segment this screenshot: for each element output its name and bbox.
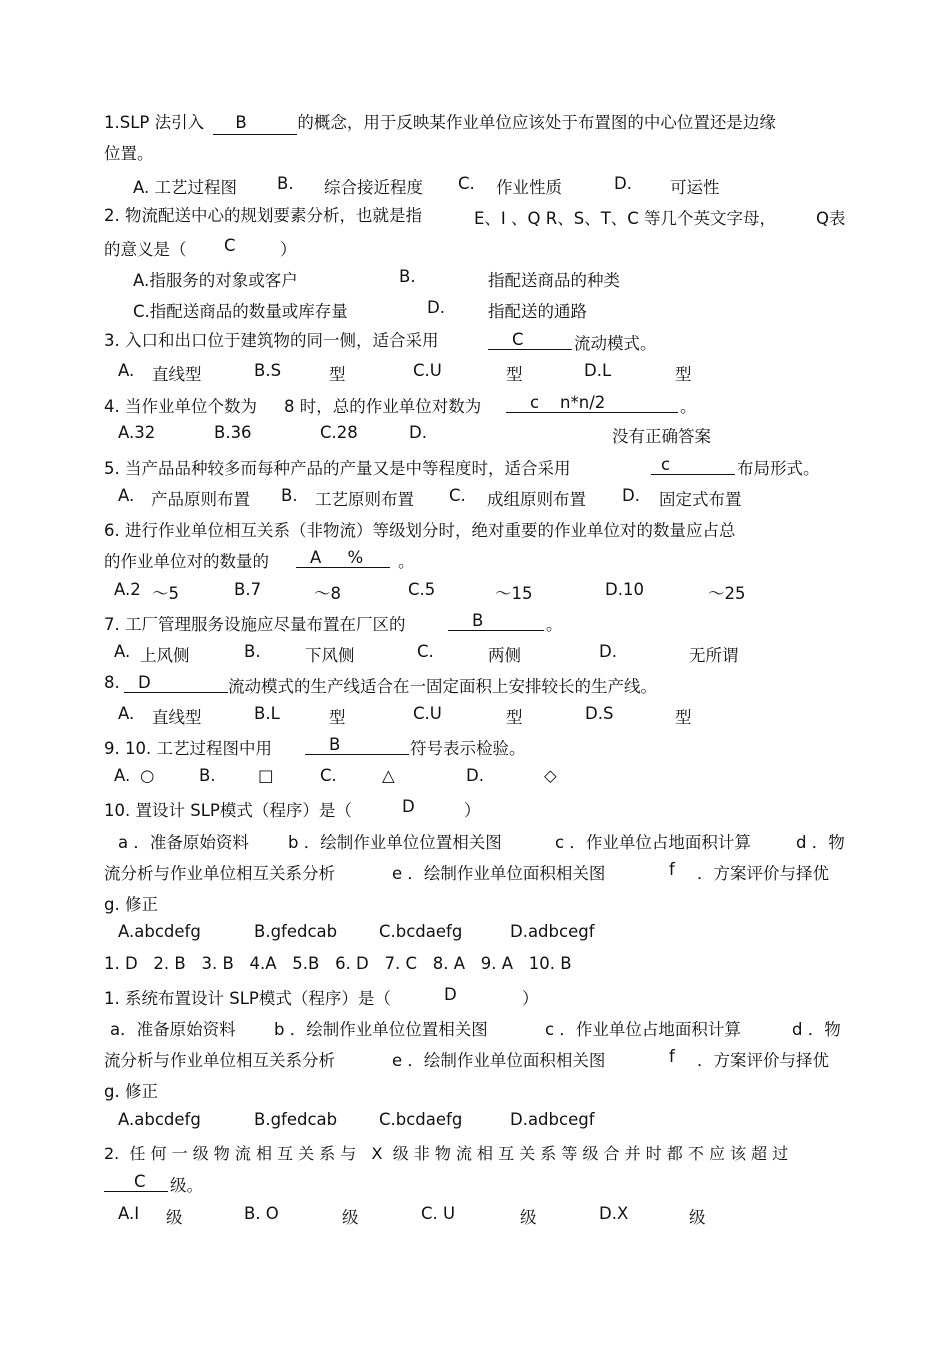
q9-option-d-label: D. bbox=[466, 766, 484, 785]
q5-stem-post: 布局形式。 bbox=[737, 459, 820, 478]
r1-stem-pre: 1. 系统布置设计 SLP模式（程序）是（ bbox=[104, 989, 391, 1008]
r2-answer-blank: C bbox=[104, 1172, 168, 1192]
q6-option-a-label: A.2 bbox=[114, 580, 141, 599]
q2-answer: C bbox=[224, 236, 236, 255]
q6-option-d: ～25 bbox=[708, 584, 746, 603]
q7-option-a: 上风侧 bbox=[140, 646, 190, 665]
q7-option-d-label: D. bbox=[599, 642, 617, 661]
r1-step-d: d ．物 bbox=[792, 1020, 841, 1039]
q4-answer-blank: c n*n/2 bbox=[506, 393, 678, 413]
r2-option-d: 级 bbox=[689, 1208, 706, 1227]
circle-icon: ○ bbox=[140, 766, 155, 785]
question-2 bbox=[104, 205, 422, 227]
q3-option-d-label: D.L bbox=[584, 361, 612, 380]
r2-stem: 2. 任 何 一 级 物 流 相 互 关 系 与 X 级 非 物 流 相 互 关 系 等 级 合 并 时 都 不 应 该 超 过 bbox=[104, 1144, 789, 1163]
q10-option-d: D.adbcegf bbox=[510, 922, 595, 941]
q6-stem: 6. 进行作业单位相互关系（非物流）等级划分时，绝对重要的作业单位对的数量应占总 bbox=[104, 521, 736, 540]
q4-option-c: C.28 bbox=[320, 423, 358, 442]
q3-option-a: 直线型 bbox=[152, 365, 202, 384]
q5-option-b: 工艺原则布置 bbox=[315, 490, 414, 509]
q3-option-b: 型 bbox=[329, 365, 346, 384]
q2-option-b-label: B. bbox=[399, 267, 416, 286]
square-icon: □ bbox=[258, 766, 274, 785]
r1-answer: D bbox=[444, 985, 457, 1004]
q10-step-c: c ．作业单位占地面积计算 bbox=[555, 833, 751, 852]
r1-step-d-cont: 流分析与作业单位相互关系分析 bbox=[104, 1051, 335, 1070]
q10-step-d: d ．物 bbox=[796, 833, 845, 852]
q5-option-d: 固定式布置 bbox=[659, 490, 742, 509]
q5-stem-pre: 5. 当产品品种较多而每种产品的产量又是中等程度时，适合采用 bbox=[104, 459, 571, 478]
q1-answer-blank: B bbox=[213, 112, 297, 135]
q10-option-a: A.abcdefg bbox=[118, 922, 201, 941]
q10-step-e: e ．绘制作业单位面积相关图 bbox=[392, 864, 606, 883]
q1-option-c: 作业性质 bbox=[496, 178, 562, 197]
r1-step-f-label: f bbox=[669, 1047, 675, 1066]
q1-option-c-label: C. bbox=[458, 174, 475, 193]
q10-stem-post: ） bbox=[464, 801, 481, 820]
q3-stem-pre: 3. 入口和出口位于建筑物的同一侧，适合采用 bbox=[104, 331, 439, 350]
q3-answer-blank: C bbox=[488, 330, 572, 350]
q2-option-d-label: D. bbox=[427, 298, 445, 317]
q4-stem-mid: 8 时，总的作业单位对数为 bbox=[284, 397, 482, 416]
q9-stem-pre: 9. 10. 工艺过程图中用 bbox=[104, 739, 272, 758]
r2-option-a: 级 bbox=[166, 1208, 183, 1227]
q8-option-b: 型 bbox=[329, 708, 346, 727]
question-3 bbox=[104, 330, 439, 352]
q9-stem-post: 符号表示检验。 bbox=[410, 739, 526, 758]
q8-stem-pre: 8. bbox=[104, 673, 120, 692]
q4-option-d-label: D. bbox=[409, 423, 427, 442]
q7-option-b: 下风侧 bbox=[305, 646, 355, 665]
q4-option-a: A.32 bbox=[118, 423, 156, 442]
q10-option-c: C.bcdaefg bbox=[379, 922, 463, 941]
q8-option-a: 直线型 bbox=[152, 708, 202, 727]
r2-option-c-label: C. U bbox=[421, 1204, 456, 1223]
q7-stem-pre: 7. 工厂管理服务设施应尽量布置在厂区的 bbox=[104, 615, 406, 634]
q8-option-b-label: B.L bbox=[254, 704, 280, 723]
q3-option-c: 型 bbox=[506, 365, 523, 384]
q10-answer: D bbox=[402, 797, 415, 816]
q3-option-b-label: B.S bbox=[254, 361, 282, 380]
q8-answer-blank: D bbox=[124, 673, 228, 693]
q8-option-d-label: D.S bbox=[585, 704, 614, 723]
q7-answer-blank: B bbox=[448, 611, 544, 631]
q6-option-a: ～5 bbox=[152, 584, 179, 603]
q5-answer-blank: c bbox=[651, 455, 735, 475]
r2-option-b: 级 bbox=[342, 1208, 359, 1227]
q1-stem-pre: 1.SLP 法引入 bbox=[104, 113, 205, 132]
q4-option-d: 没有正确答案 bbox=[612, 427, 711, 446]
q5-option-c-label: C. bbox=[449, 486, 466, 505]
q1-stem-post: 的概念，用于反映某作业单位应该处于布置图的中心位置还是边缘 bbox=[297, 113, 776, 132]
q2-stem: 2. 物流配送中心的规划要素分析，也就是指 bbox=[104, 206, 422, 225]
q3-option-c-label: C.U bbox=[413, 361, 442, 380]
q6-answer-blank: A % bbox=[296, 548, 390, 568]
q9-answer-blank: B bbox=[305, 735, 409, 755]
q7-stem-post: 。 bbox=[546, 615, 563, 634]
q3-option-d: 型 bbox=[675, 365, 692, 384]
q10-step-a: a ．准备原始资料 bbox=[118, 833, 249, 852]
r1-option-d: D.adbcegf bbox=[510, 1110, 595, 1129]
q6-option-d-label: D.10 bbox=[605, 580, 644, 599]
q1-option-d-label: D. bbox=[614, 174, 632, 193]
q5-option-d-label: D. bbox=[622, 486, 640, 505]
q6-option-b: ～8 bbox=[314, 584, 341, 603]
q9-option-c-label: C. bbox=[320, 766, 337, 785]
q2-option-a: A.指服务的对象或客户 bbox=[133, 271, 298, 290]
r1-option-b: B.gfedcab bbox=[254, 1110, 338, 1129]
q8-stem-post: 流动模式的生产线适合在一固定面积上安排较长的生产线。 bbox=[228, 677, 657, 696]
r2-option-d-label: D.X bbox=[599, 1204, 629, 1223]
r2-stem-post: 级。 bbox=[170, 1176, 203, 1195]
r1-step-g: g. 修正 bbox=[104, 1082, 158, 1101]
q1-option-d: 可运性 bbox=[670, 178, 720, 197]
q4-stem-post: 。 bbox=[680, 397, 697, 416]
q10-step-f-label: f bbox=[669, 860, 675, 879]
q6-option-c: ～15 bbox=[495, 584, 533, 603]
q10-stem-pre: 10. 置设计 SLP模式（程序）是（ bbox=[104, 801, 352, 820]
q10-step-b: b ．绘制作业单位位置相关图 bbox=[288, 833, 502, 852]
r1-step-c: c ．作业单位占地面积计算 bbox=[545, 1020, 741, 1039]
r1-step-f: ．方案评价与择优 bbox=[697, 1051, 829, 1070]
q7-option-d: 无所谓 bbox=[689, 646, 739, 665]
q4-stem-pre: 4. 当作业单位个数为 bbox=[104, 397, 257, 416]
q8-option-d: 型 bbox=[675, 708, 692, 727]
answer-key: 1. D 2. B 3. B 4.A 5.B 6. D 7. C 8. A 9. A 10. B bbox=[104, 954, 572, 973]
q2-letters: E、I 、Q R、S、T、C 等几个英文字母， bbox=[474, 209, 777, 228]
q10-step-g: g. 修正 bbox=[104, 895, 158, 914]
r2-option-a-label: A.I bbox=[118, 1204, 140, 1223]
question-1 bbox=[104, 112, 776, 135]
q1-stem-continued: 位置。 bbox=[104, 144, 154, 163]
q7-option-c-label: C. bbox=[417, 642, 434, 661]
q5-option-b-label: B. bbox=[281, 486, 298, 505]
r1-step-e: e ．绘制作业单位面积相关图 bbox=[392, 1051, 606, 1070]
q1-option-a: A. 工艺过程图 bbox=[133, 178, 237, 197]
q5-option-c: 成组原则布置 bbox=[487, 490, 586, 509]
q10-step-f: ．方案评价与择优 bbox=[697, 864, 829, 883]
q2-option-b: 指配送商品的种类 bbox=[488, 271, 620, 290]
q9-option-a-label: A. bbox=[114, 766, 131, 785]
q6-option-b-label: B.7 bbox=[234, 580, 262, 599]
q3-option-a-label: A. bbox=[118, 361, 135, 380]
q8-option-c: 型 bbox=[506, 708, 523, 727]
q5-option-a-label: A. bbox=[118, 486, 135, 505]
q9-option-b-label: B. bbox=[199, 766, 216, 785]
q8-option-a-label: A. bbox=[118, 704, 135, 723]
q2-line2-post: ） bbox=[280, 240, 297, 259]
r2-option-c: 级 bbox=[520, 1208, 537, 1227]
q6-option-c-label: C.5 bbox=[408, 580, 436, 599]
q10-step-d-cont: 流分析与作业单位相互关系分析 bbox=[104, 864, 335, 883]
r1-option-a: A.abcdefg bbox=[118, 1110, 201, 1129]
q8-option-c-label: C.U bbox=[413, 704, 442, 723]
r1-step-b: b ．绘制作业单位位置相关图 bbox=[274, 1020, 488, 1039]
q6-line2-post: 。 bbox=[398, 552, 415, 571]
q4-option-b: B.36 bbox=[214, 423, 252, 442]
q5-option-a: 产品原则布置 bbox=[151, 490, 250, 509]
q7-option-c: 两侧 bbox=[488, 646, 521, 665]
r1-step-a: a．准备原始资料 bbox=[110, 1020, 236, 1039]
triangle-icon: △ bbox=[382, 766, 395, 785]
r2-option-b-label: B. O bbox=[244, 1204, 279, 1223]
q1-option-b-label: B. bbox=[277, 174, 294, 193]
q1-option-b: 综合接近程度 bbox=[324, 178, 423, 197]
q2-tail: Q表 bbox=[816, 209, 846, 228]
r1-option-c: C.bcdaefg bbox=[379, 1110, 463, 1129]
q7-option-b-label: B. bbox=[244, 642, 261, 661]
q2-option-d: 指配送的通路 bbox=[488, 302, 587, 321]
q3-stem-post: 流动模式。 bbox=[574, 334, 657, 353]
q6-line2-pre: 的作业单位对的数量的 bbox=[104, 552, 269, 571]
diamond-icon: ◇ bbox=[544, 766, 557, 785]
r1-stem-post: ） bbox=[522, 989, 539, 1008]
q2-line2-pre: 的意义是（ bbox=[104, 240, 187, 259]
q10-option-b: B.gfedcab bbox=[254, 922, 338, 941]
q7-option-a-label: A. bbox=[114, 642, 131, 661]
q2-option-c: C.指配送商品的数量或库存量 bbox=[133, 302, 348, 321]
